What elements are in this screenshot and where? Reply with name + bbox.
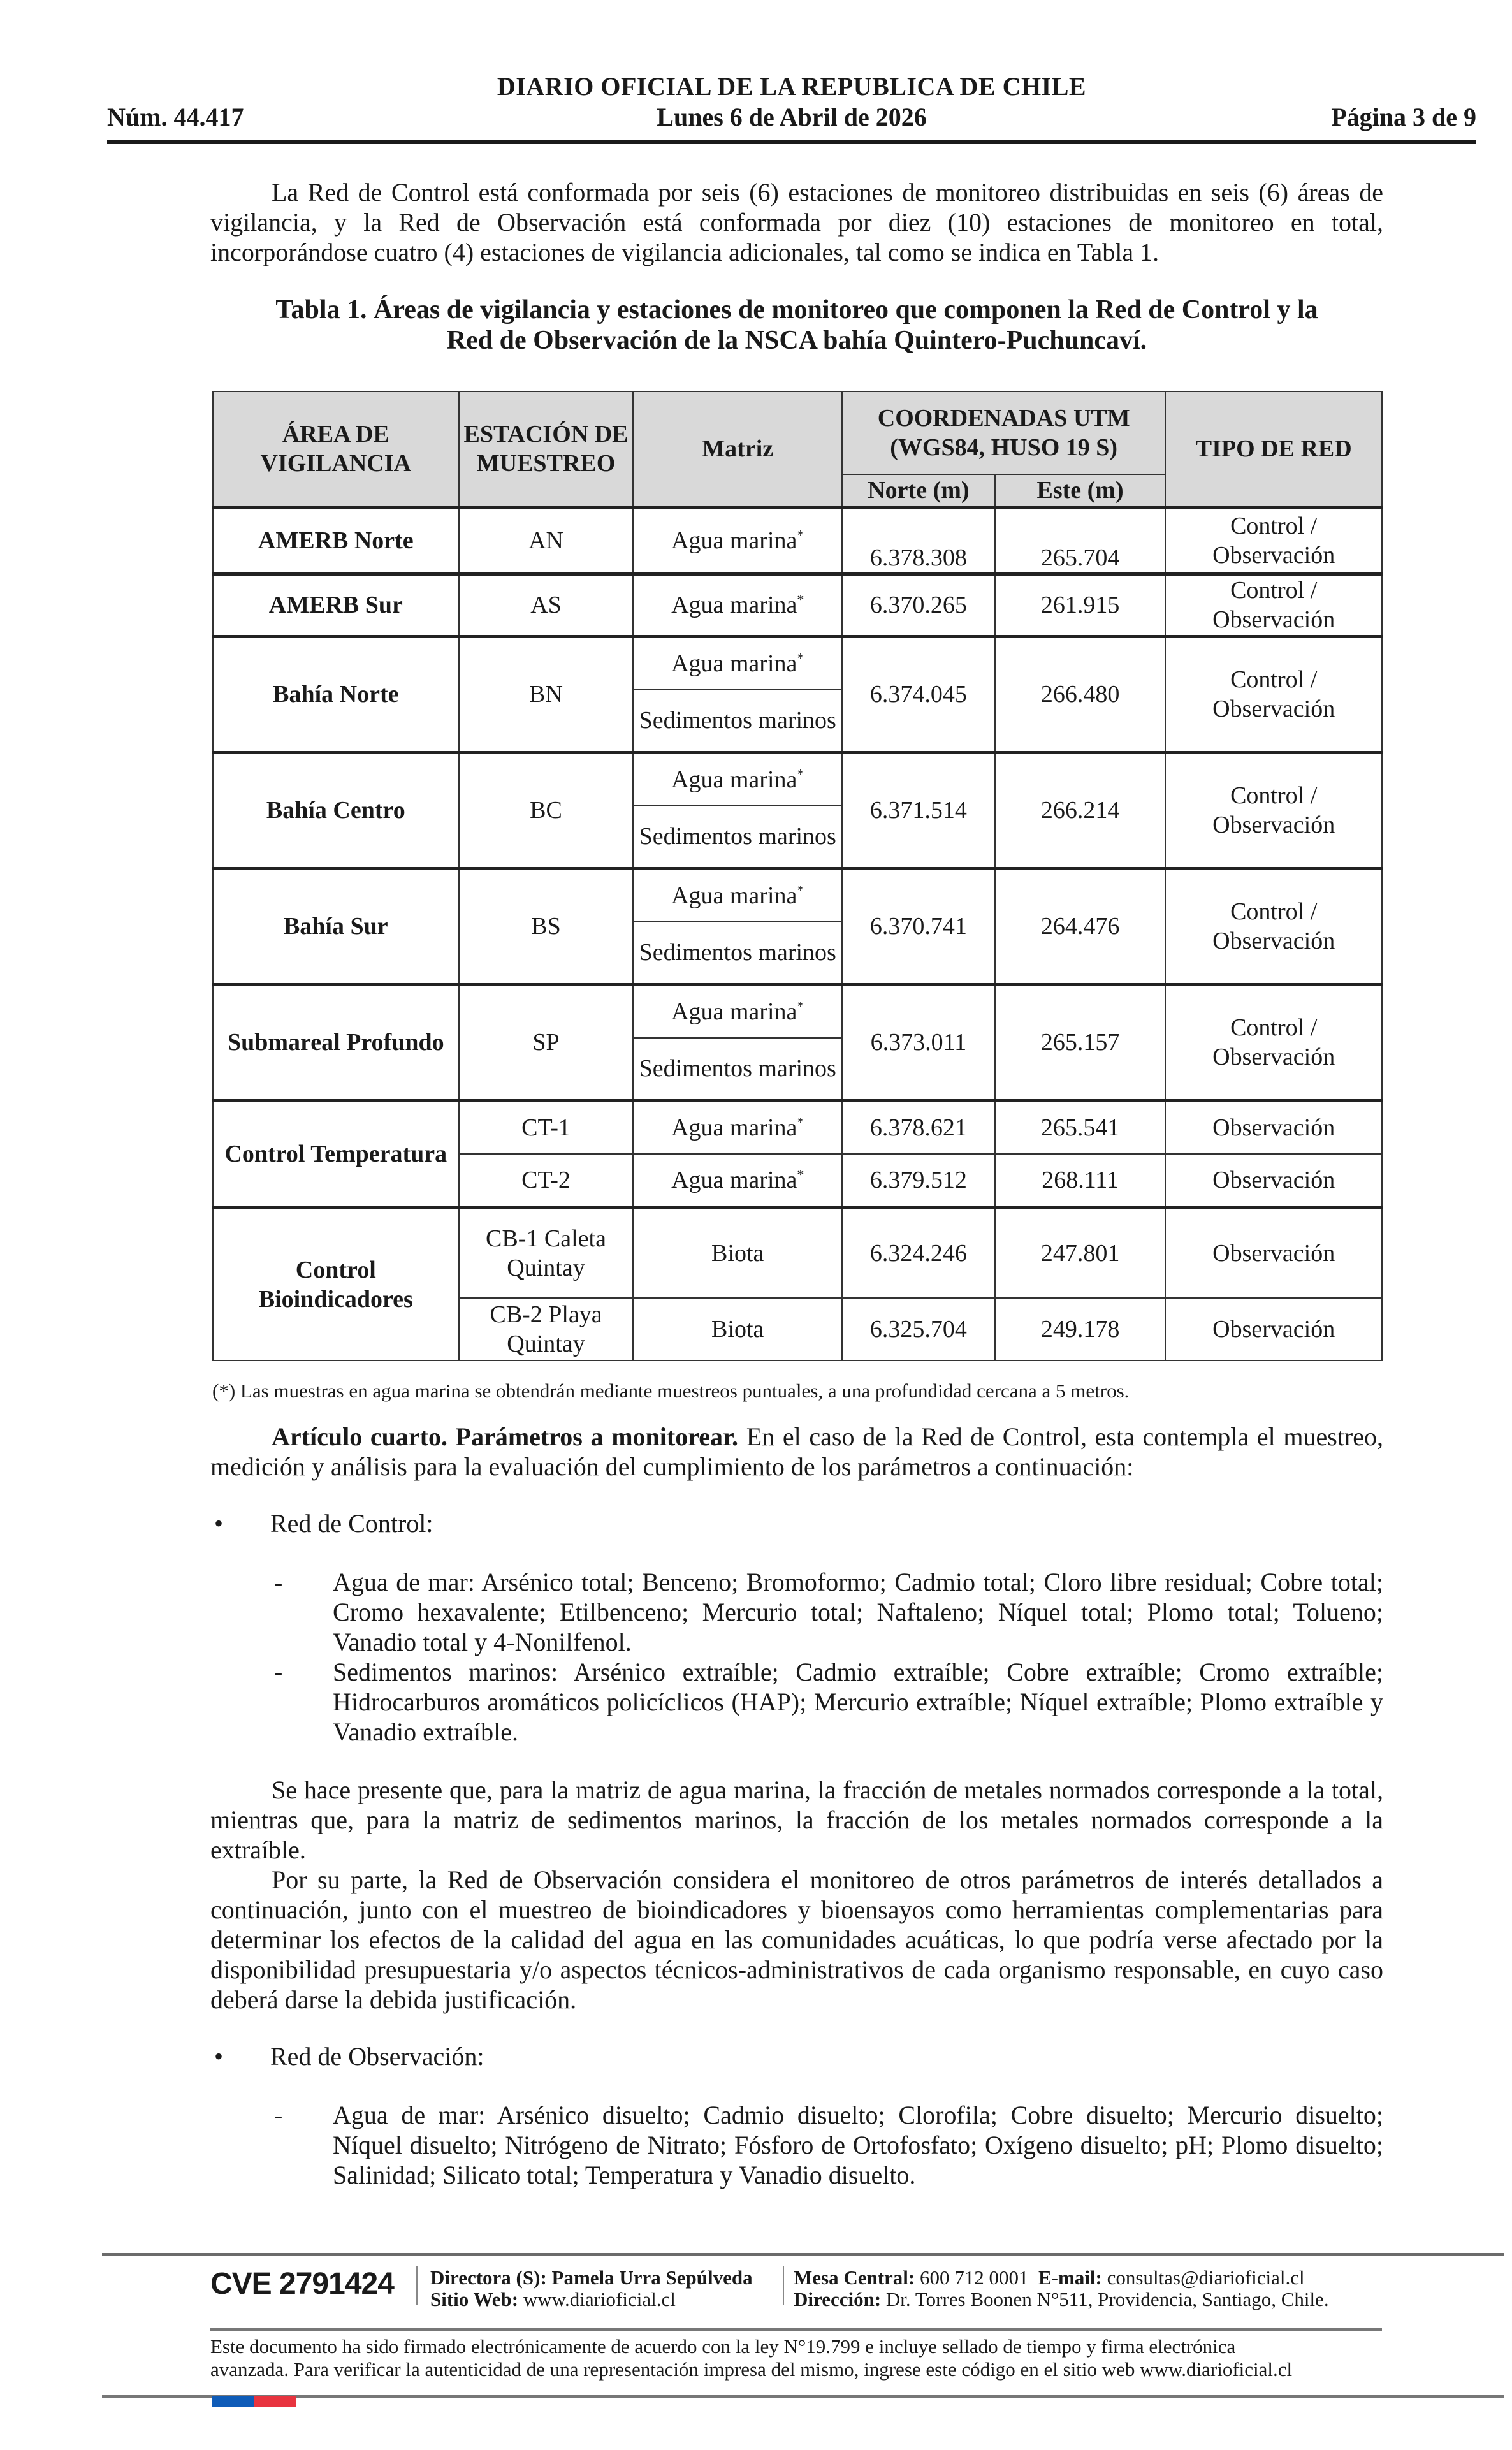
header-matrix: Matriz	[633, 391, 842, 507]
observation-item-text: Agua de mar: Arsénico disuelto; Cadmio disuelto; Clorofila; Cobre disuelto; Mercurio disuelto; Níquel disuelto; Nitrógeno de Nitrato; Fósforo de Ortofosfato; Oxígeno disuelto; pH; Plomo disuelto; Salinidad; Silicato total; Temperatura y Vanadio disuelto.	[333, 2101, 1383, 2189]
cell-area: Submareal Profundo	[213, 984, 459, 1100]
cell-east: 265.704	[995, 507, 1166, 574]
email-link[interactable]: consultas@diarioficial.cl	[1107, 2266, 1305, 2289]
cell-area: Control Temperatura	[213, 1100, 459, 1207]
address-text: Dr. Torres Boonen N°511, Providencia, Santiago, Chile.	[885, 2288, 1329, 2310]
header-area: ÁREA DE VIGILANCIA	[213, 391, 459, 507]
footer-contact-block	[794, 2267, 1329, 2310]
cell-station: BC	[459, 752, 634, 868]
cell-network-type: Observación	[1165, 1298, 1382, 1360]
cell-north: 6.371.514	[842, 752, 995, 868]
cell-area: AMERB Sur	[213, 574, 459, 636]
cell-network-type: Control / Observación	[1165, 636, 1382, 752]
metals-paragraph: Se hace presente que, para la matriz de agua marina, la fracción de metales normados corresponde a la total, mientras que, para la matriz de sedimentos marinos, la fracción de los metales normados corresponde a la extraíble.	[210, 1776, 1383, 1864]
cell-east: 265.541	[995, 1100, 1166, 1154]
footnote-marker: *	[797, 1166, 804, 1183]
table-row	[213, 636, 1382, 690]
cell-network-type: Control / Observación	[1165, 984, 1382, 1100]
footnote-marker: *	[797, 1114, 804, 1130]
cell-network-type: Control / Observación	[1165, 752, 1382, 868]
metals-section	[210, 1775, 1383, 2015]
cell-station: AN	[459, 507, 634, 574]
email-label: E-mail:	[1038, 2266, 1102, 2289]
cell-matrix: Agua marina*	[633, 752, 842, 806]
cell-area: Control Bioindicadores	[213, 1207, 459, 1360]
cve-code: CVE 2791424	[210, 2267, 394, 2301]
cell-east: 247.801	[995, 1207, 1166, 1298]
observation-paragraph: Por su parte, la Red de Observación considera el monitoreo de otros parámetros de interés detallados a continuación, junto con el muestreo de bioindicadores y bioensayos como herramientas complementarias para determinar los efectos de la calidad del agua en las comunidades acuáticas, lo que podría verse afectado por la disponibilidad presupuestaria y/o aspectos técnicos-administrativos de cada organismo responsable, en cuyo caso deberá darse la debida justificación.	[210, 1865, 1383, 2014]
cell-matrix: Agua marina*	[633, 868, 842, 922]
control-item-text: Sedimentos marinos: Arsénico extraíble; Cadmio extraíble; Cobre extraíble; Cromo extraíble; Hidrocarburos aromáticos policíclicos (HAP); Mercurio extraíble; Níquel extraíble; Plomo extraíble y Vanadio extraíble.	[333, 1658, 1383, 1746]
table-caption	[210, 295, 1383, 356]
table-row	[213, 752, 1382, 806]
website-label: Sitio Web:	[430, 2288, 519, 2310]
article-heading: Artículo cuarto. Parámetros a monitorear.	[272, 1422, 739, 1451]
cell-network-type: Control / Observación	[1165, 868, 1382, 984]
cell-north: 6.373.011	[842, 984, 995, 1100]
website-link[interactable]: www.diarioficial.cl	[523, 2288, 676, 2310]
table-caption-line1: Tabla 1. Áreas de vigilancia y estaciones de monitoreo que componen la Red de Control y la	[275, 295, 1318, 324]
cell-network-type: Observación	[1165, 1154, 1382, 1207]
cell-north: 6.370.265	[842, 574, 995, 636]
cell-matrix: Agua marina*	[633, 507, 842, 574]
cell-east: 264.476	[995, 868, 1166, 984]
legal-line-2: avanzada. Para verificar la autenticidad de una representación impresa del mismo, ingrese este código en el sitio web www.diarioficial.cl	[210, 2358, 1293, 2381]
cell-east: 261.915	[995, 574, 1166, 636]
cell-area: Bahía Centro	[213, 752, 459, 868]
cell-matrix: Biota	[633, 1207, 842, 1298]
phone-number: 600 712 0001	[920, 2266, 1029, 2289]
cell-east: 265.157	[995, 984, 1166, 1100]
footnote-marker: *	[797, 766, 804, 782]
cell-matrix: Sedimentos marinos	[633, 922, 842, 984]
cell-matrix: Agua marina*	[633, 636, 842, 690]
cell-station: CB-1 Caleta Quintay	[459, 1207, 634, 1298]
cell-area: Bahía Sur	[213, 868, 459, 984]
footnote-marker: *	[797, 527, 804, 543]
article-section	[210, 1422, 1383, 1482]
cell-area: Bahía Norte	[213, 636, 459, 752]
header-east: Este (m)	[995, 474, 1166, 507]
table-footnote: (*) Las muestras en agua marina se obtendrán mediante muestreos puntuales, a una profundidad cercana a 5 metros.	[212, 1380, 1130, 1402]
cell-station: BN	[459, 636, 634, 752]
footnote-marker: *	[797, 998, 804, 1014]
cell-east: 249.178	[995, 1298, 1166, 1360]
director-name: Pamela Urra Sepúlveda	[551, 2266, 753, 2289]
cell-station: SP	[459, 984, 634, 1100]
address-label: Dirección:	[794, 2288, 882, 2310]
stations-table	[212, 391, 1383, 1361]
cell-matrix: Agua marina*	[633, 984, 842, 1038]
cell-matrix: Sedimentos marinos	[633, 806, 842, 868]
bullet-icon: •	[214, 1509, 224, 1538]
table-row	[213, 868, 1382, 922]
control-network-label: Red de Control:	[270, 1509, 433, 1538]
cell-network-type: Control / Observación	[1165, 574, 1382, 636]
page-number: Página 3 de 9	[1331, 103, 1476, 131]
cell-station: CB-2 Playa Quintay	[459, 1298, 634, 1360]
article-text: En el caso de la Red de Control, esta contempla el muestreo, medición y análisis para la evaluación del cumplimiento de los parámetros a continuación:	[210, 1422, 1383, 1481]
table-row	[213, 507, 1382, 574]
page-header	[107, 71, 1476, 142]
table-row	[213, 1207, 1382, 1298]
header-network-type: TIPO DE RED	[1165, 391, 1382, 507]
cell-north: 6.325.704	[842, 1298, 995, 1360]
legal-line-1: Este documento ha sido firmado electrónicamente de acuerdo con la ley N°19.799 e incluye sellado de tiempo y firma electrónica	[210, 2335, 1236, 2358]
cell-matrix: Sedimentos marinos	[633, 1038, 842, 1100]
article-paragraph	[210, 1422, 1383, 1482]
dash-icon: -	[274, 1658, 283, 1686]
footer-divider-bottom	[102, 2395, 1504, 2398]
intro-section	[210, 177, 1383, 267]
legal-notice	[210, 2335, 1382, 2381]
flag-stripe-red	[254, 2396, 296, 2407]
footer-director-block	[430, 2267, 753, 2310]
table-row	[213, 984, 1382, 1038]
cell-station: BS	[459, 868, 634, 984]
footer-divider-middle	[210, 2328, 1382, 2331]
cell-network-type: Control / Observación	[1165, 507, 1382, 574]
cell-station: CT-2	[459, 1154, 634, 1207]
cell-matrix: Biota	[633, 1298, 842, 1360]
footer-separator	[783, 2266, 784, 2305]
cell-matrix: Agua marina*	[633, 1154, 842, 1207]
dash-icon: -	[274, 1568, 283, 1596]
footer-divider-top	[102, 2253, 1504, 2256]
cell-network-type: Observación	[1165, 1100, 1382, 1154]
issue-number: Núm. 44.417	[107, 103, 244, 131]
cell-station: CT-1	[459, 1100, 634, 1154]
control-item-text: Agua de mar: Arsénico total; Benceno; Bromoformo; Cadmio total; Cloro libre residual; Cobre total; Cromo hexavalente; Etilbenceno; Mercurio total; Naftaleno; Níquel total; Plomo total; Tolueno; Vanadio total y 4-Nonilfenol.	[333, 1568, 1383, 1656]
cell-east: 266.214	[995, 752, 1166, 868]
header-coordinates: COORDENADAS UTM (WGS84, HUSO 19 S)	[842, 391, 1165, 474]
cell-east: 268.111	[995, 1154, 1166, 1207]
footnote-marker: *	[797, 650, 804, 666]
publication-title: DIARIO OFICIAL DE LA REPUBLICA DE CHILE	[497, 72, 1087, 101]
cell-north: 6.378.621	[842, 1100, 995, 1154]
issue-date: Lunes 6 de Abril de 2026	[657, 103, 927, 131]
cell-north: 6.370.741	[842, 868, 995, 984]
header-station: ESTACIÓN DE MUESTREO	[459, 391, 634, 507]
cell-north: 6.324.246	[842, 1207, 995, 1298]
cell-matrix: Sedimentos marinos	[633, 690, 842, 752]
cell-north: 6.374.045	[842, 636, 995, 752]
header-divider	[107, 140, 1476, 144]
footer-separator	[416, 2266, 418, 2305]
director-label: Directora (S):	[430, 2266, 547, 2289]
cell-network-type: Observación	[1165, 1207, 1382, 1298]
flag-stripe-blue	[212, 2396, 254, 2407]
footnote-marker: *	[797, 882, 804, 898]
table-row	[213, 1100, 1382, 1154]
phone-label: Mesa Central:	[794, 2266, 915, 2289]
cell-north: 6.379.512	[842, 1154, 995, 1207]
cell-station: AS	[459, 574, 634, 636]
intro-paragraph: La Red de Control está conformada por seis (6) estaciones de monitoreo distribuidas en seis (6) áreas de vigilancia, y la Red de Observación está conformada por diez (10) estaciones de monitoreo en total, incorporándose cuatro (4) estaciones de vigilancia adicionales, tal como se indica en Tabla 1.	[210, 178, 1383, 266]
cell-east: 266.480	[995, 636, 1166, 752]
cell-area: AMERB Norte	[213, 507, 459, 574]
dash-icon: -	[274, 2101, 283, 2129]
cell-north: 6.378.308	[842, 507, 995, 574]
footnote-marker: *	[797, 591, 804, 608]
header-north: Norte (m)	[842, 474, 995, 507]
cell-matrix: Agua marina*	[633, 1100, 842, 1154]
bullet-icon: •	[214, 2042, 224, 2071]
table-caption-line2: Red de Observación de la NSCA bahía Quintero-Puchuncaví.	[446, 326, 1147, 355]
table-row	[213, 574, 1382, 636]
cell-matrix: Agua marina*	[633, 574, 842, 636]
observation-network-label: Red de Observación:	[270, 2042, 484, 2071]
